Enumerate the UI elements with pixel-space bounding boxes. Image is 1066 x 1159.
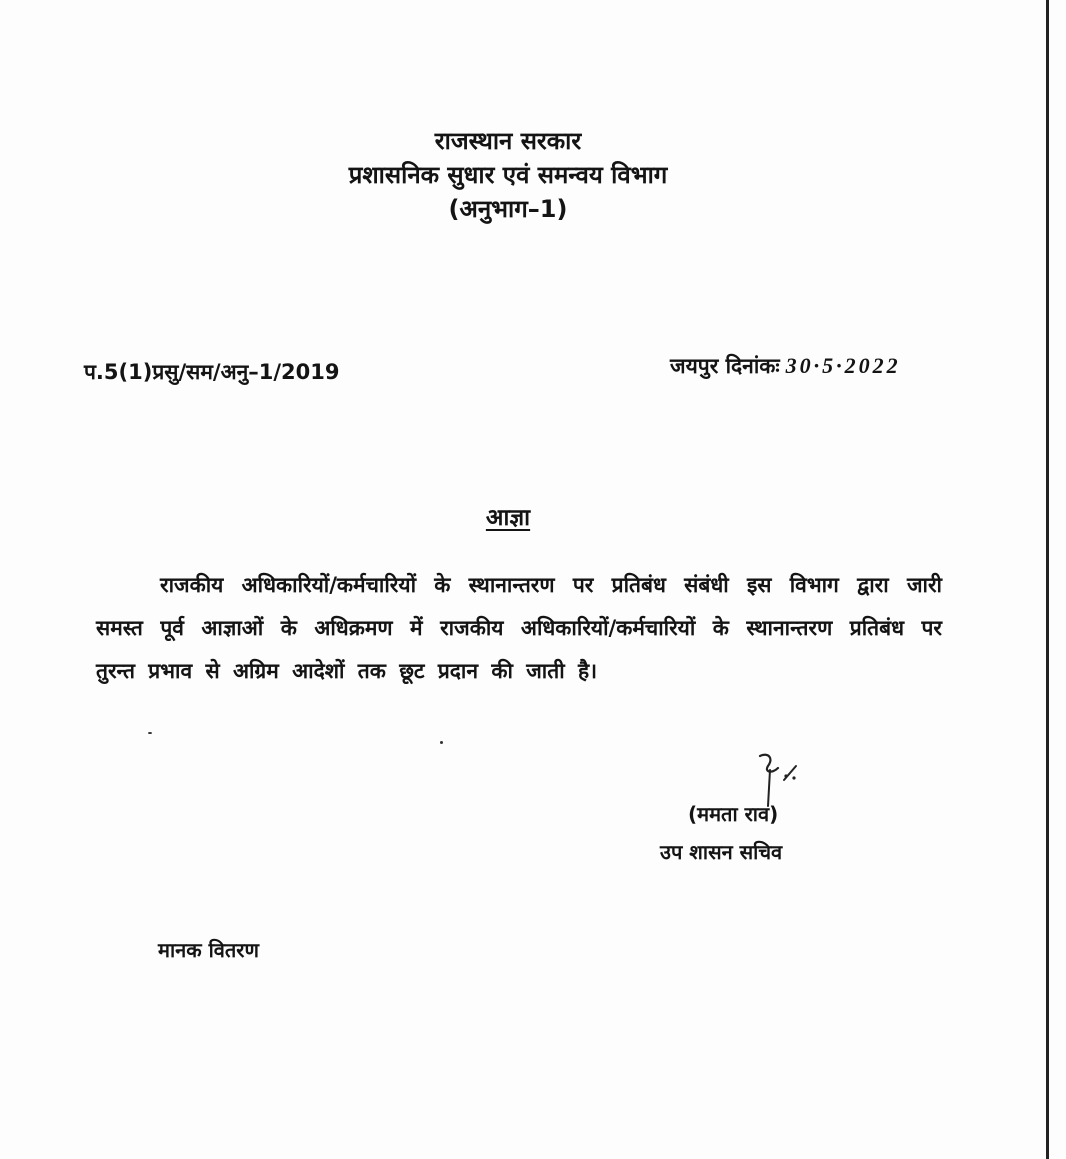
document-header (0, 124, 1016, 226)
header-section: (अनुभाग–1) (448, 195, 568, 223)
order-body: राजकीय अधिकारियों/कर्मचारियों के स्थानान्तरण पर प्रतिबंध संबंधी इस विभाग द्वारा जारी समस्त पूर्व आज्ञाओं के अधिक्रमण में राजकीय अधिकारियों/कर्मचारियों के स्थानान्तरण प्रतिबंध पर तुरन्त प्रभाव से अग्रिम आदेशों तक छूट प्रदान की जाती है। (96, 573, 942, 683)
header-government: राजस्थान सरकार (434, 127, 582, 155)
scan-speck (440, 741, 443, 744)
handwritten-signature (738, 748, 808, 808)
order-title: आज्ञा (485, 505, 531, 531)
header-department: प्रशासनिक सुधार एवं समन्वय विभाग (348, 161, 668, 189)
page-edge-border (1046, 0, 1049, 1159)
signatory-name: (ममता राव) (688, 802, 779, 826)
scan-speck (148, 732, 152, 734)
signatory-designation: उप शासन सचिव (660, 840, 783, 864)
date-value: 30·5·2022 (785, 353, 901, 378)
reference-number: प.5(1)प्रसु/सम/अनु–1/2019 (84, 360, 340, 384)
distribution-note: मानक वितरण (158, 938, 259, 962)
date-line (670, 352, 901, 380)
date-label: जयपुर दिनांकः (670, 354, 780, 378)
